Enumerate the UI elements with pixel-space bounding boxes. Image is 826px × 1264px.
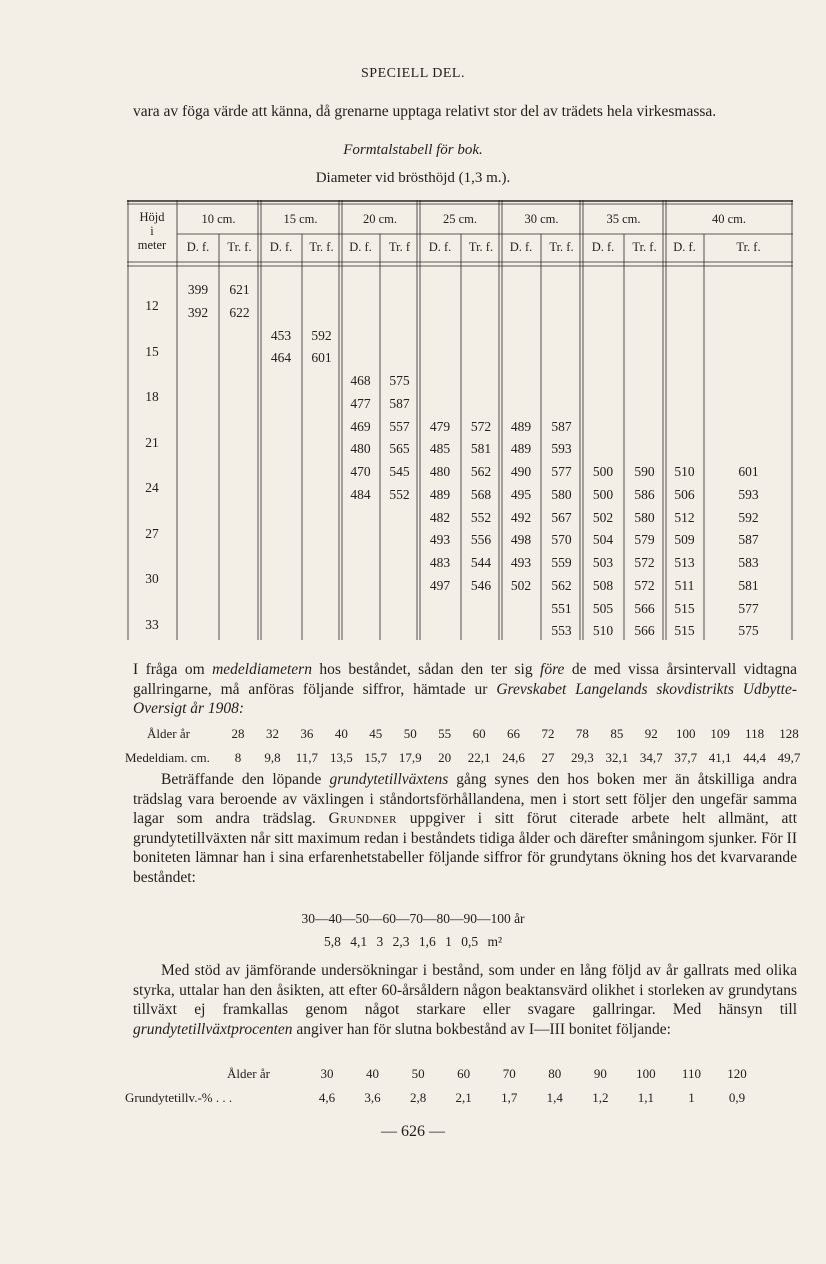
table-value: 500 — [592, 464, 614, 479]
header-trf: Tr. f. — [632, 240, 657, 254]
intro-paragraph — [133, 102, 797, 122]
p3-a: Med stöd av jämförande undersökningar i bestånd, som under en lång följd av år gallrats med olika styrka, uttalar han den åsikten, att efter 60-årsåldern någon beaktansvärd olikhet i storleken av grundytans tillväxt ej framkallas genom något starkare eller svagare gallringar. Med hänsyn till — [133, 962, 797, 1019]
table-value: 392 — [187, 304, 209, 320]
paragraph-basal-area — [133, 770, 797, 888]
row-value: 50 — [411, 1066, 425, 1081]
row-value: 28 — [231, 726, 245, 741]
diameter-header: 40 cm. — [711, 212, 747, 226]
table-subtitle: Diameter vid brösthöjd (1,3 m.). — [315, 170, 511, 186]
row-value: 17,9 — [398, 750, 422, 765]
row-value: 80 — [548, 1066, 562, 1081]
row-value: 27 — [541, 750, 555, 765]
table-value: 577 — [551, 464, 572, 479]
table-value: 509 — [674, 532, 695, 548]
p3-b: grundytetillväxtprocenten — [133, 1020, 293, 1038]
header-df: D. f. — [673, 240, 696, 254]
row-value: 100 — [675, 726, 696, 741]
row-label: Grundytetillv.-% . . . — [125, 1090, 233, 1105]
table-value: 503 — [592, 555, 614, 570]
height-label: 15 — [145, 343, 159, 359]
row-value: 72 — [541, 726, 555, 741]
table-value: 505 — [592, 600, 614, 616]
table-value: 601 — [311, 350, 332, 366]
row-value: 100 — [636, 1066, 656, 1081]
table-value: 580 — [551, 486, 572, 502]
table-value: 453 — [270, 327, 292, 343]
table-value: 592 — [738, 509, 759, 525]
table-value: 552 — [470, 509, 492, 525]
row-value: 118 — [745, 726, 765, 741]
table-value: 399 — [187, 282, 209, 297]
row-value: 24,6 — [502, 750, 525, 765]
table-value: 504 — [592, 532, 614, 548]
table-value: 490 — [510, 464, 532, 479]
row-value: 15,7 — [364, 750, 388, 765]
growth-ages-line: 30—40—50—60—70—80—90—100 år — [301, 911, 525, 926]
table-value: 483 — [429, 555, 451, 570]
table-value: 479 — [429, 418, 451, 434]
table-value: 581 — [470, 441, 492, 457]
p1-d: före — [540, 661, 565, 678]
table-value: 480 — [350, 441, 371, 457]
table-value: 590 — [634, 464, 655, 479]
table-value: 495 — [510, 486, 532, 502]
row-value: 60 — [457, 1066, 471, 1081]
paragraph-mean-diameter — [133, 660, 797, 719]
table-value: 581 — [738, 577, 759, 593]
row-value: 92 — [644, 726, 658, 741]
table-value: 577 — [738, 600, 759, 616]
height-label: 12 — [145, 298, 159, 313]
table-value: 583 — [738, 555, 759, 570]
table-value: 568 — [470, 486, 492, 502]
running-head: SPECIELL DEL. — [361, 66, 465, 81]
table-value: 562 — [470, 464, 492, 479]
table-value: 566 — [634, 623, 655, 639]
table-value: 570 — [551, 532, 572, 548]
p1-c: hos beståndet, sådan den ter sig — [311, 661, 541, 678]
row-value: 55 — [438, 726, 452, 741]
table-value: 587 — [551, 418, 572, 434]
row-value: 45 — [369, 726, 383, 741]
row-value: 22,1 — [467, 750, 491, 765]
row-value: 50 — [403, 726, 417, 741]
row-value: 128 — [779, 726, 799, 741]
table-value: 546 — [470, 577, 492, 593]
p1-a: I fråga om — [133, 661, 213, 678]
table-value: 579 — [634, 532, 655, 548]
table-value: 515 — [674, 600, 695, 616]
corner-header: i — [150, 224, 154, 238]
table-value: 592 — [311, 327, 332, 343]
row-value: 2,1 — [455, 1090, 472, 1105]
header-trf: Tr. f — [388, 240, 411, 254]
p2-b: grundytetillväxtens — [329, 771, 449, 788]
table-value: 601 — [738, 464, 759, 479]
header-trf: Tr. f. — [736, 240, 761, 254]
page-number: — 626 — — [381, 1123, 445, 1140]
intro-text: vara av föga värde att känna, då grenarne upptaga relativt stor del av trädets hela virkesmassa. — [133, 103, 717, 120]
diameter-header: 25 cm. — [442, 212, 478, 226]
table-value: 489 — [510, 441, 532, 457]
table-value: 572 — [634, 555, 655, 570]
table-value: 477 — [350, 395, 371, 411]
row-value: 109 — [710, 726, 730, 741]
row-value: 1,7 — [501, 1090, 518, 1105]
table-value: 482 — [429, 509, 451, 525]
table-value: 506 — [674, 486, 695, 502]
p2-a: Beträffande den löpande — [161, 771, 330, 788]
table-value: 575 — [389, 373, 410, 388]
row-value: 36 — [300, 726, 314, 741]
table-value: 484 — [350, 486, 371, 502]
table-value: 498 — [510, 532, 532, 548]
row-value: 29,3 — [571, 750, 594, 765]
table-value: 502 — [592, 509, 614, 525]
table-value: 512 — [674, 509, 695, 525]
table-value: 593 — [551, 441, 572, 457]
table-value: 593 — [738, 486, 759, 502]
row-value: 32 — [265, 726, 279, 741]
row-value: 1,4 — [546, 1090, 563, 1105]
table-value: 587 — [389, 395, 410, 411]
row-value: 30 — [320, 1066, 334, 1081]
diameter-header: 15 cm. — [283, 212, 318, 226]
growth-percent-table — [125, 1066, 797, 1112]
height-label: 30 — [145, 571, 159, 586]
table-value: 572 — [470, 418, 492, 434]
table-value: 552 — [389, 486, 410, 502]
table-value: 502 — [510, 577, 532, 593]
table-value: 545 — [389, 464, 410, 479]
row-value: 32,1 — [605, 750, 629, 765]
row-value: 40 — [334, 726, 348, 741]
row-value: 1,2 — [592, 1090, 609, 1105]
table-value: 551 — [551, 600, 572, 616]
table-value: 553 — [551, 623, 572, 639]
row-value: 110 — [681, 1066, 701, 1081]
table-value: 580 — [634, 509, 655, 525]
table-value: 489 — [429, 486, 451, 502]
diameter-header: 10 cm. — [201, 212, 236, 226]
p1-e: de med vissa årsintervall vidtagna gallringarne, må anföras följande siffror, hämtade ur — [133, 661, 797, 698]
row-value: 40 — [366, 1066, 380, 1081]
corner-header: Höjd — [139, 210, 165, 224]
growth-values-line: 5,8 4,1 3 2,3 1,6 1 0,5 m² — [323, 934, 503, 949]
table-value: 515 — [674, 623, 695, 639]
table-value: 557 — [389, 418, 410, 434]
row-value: 49,7 — [777, 750, 801, 765]
row-value: 44,4 — [743, 750, 766, 765]
p2-c: gång synes den hos boken mer än åtskilliga andra trädslag vara beroende av växlingen i ståndortsförhållandena, men i stort sett följer den ungefär samma lagar som andra trädslag. — [133, 771, 797, 828]
row-label: Medeldiam. cm. — [125, 750, 210, 765]
p1-f: Grevskabet Langelands skovdistrikts Udbytte-Oversigt år 1908: — [133, 680, 797, 718]
table-title: Formtalstabell för bok. — [343, 142, 483, 158]
row-value: 3,6 — [364, 1090, 381, 1105]
p1-b: medeldiametern — [212, 661, 312, 678]
table-value: 513 — [674, 555, 695, 570]
table-value: 485 — [429, 441, 451, 457]
header-trf: Tr. f. — [227, 240, 252, 254]
table-value: 508 — [592, 577, 614, 593]
row-value: 60 — [472, 726, 486, 741]
p2-e: uppgiver i sitt förut citerade arbete helt allmänt, att grundytetillväxten når sitt maximum redan i beståndets tidiga ålder och därefter småningom sjunker. För II boniteten lämnar han i sina erfarenhetstabeller följande siffror för grundytans ökning hos det kvarvarande beståndet: — [133, 810, 797, 886]
row-label: Ålder år — [147, 726, 190, 741]
table-value: 565 — [389, 441, 410, 457]
table-value: 566 — [634, 600, 655, 616]
row-value: 34,7 — [639, 750, 663, 765]
row-value: 2,8 — [409, 1090, 427, 1105]
table-value: 621 — [229, 282, 250, 297]
header-df: D. f. — [186, 240, 210, 254]
row-value: 66 — [507, 726, 520, 741]
header-df: D. f. — [269, 240, 293, 254]
row-value: 9,8 — [264, 750, 281, 765]
header-trf: Tr. f. — [468, 240, 494, 254]
row-value: 78 — [575, 726, 589, 741]
header-trf: Tr. f. — [549, 240, 574, 254]
height-label: 24 — [145, 480, 159, 495]
table-value: 468 — [350, 373, 371, 388]
table-value: 510 — [592, 623, 614, 639]
row-value: 11,7 — [295, 750, 319, 765]
height-label: 21 — [145, 434, 159, 450]
header-df: D. f. — [591, 240, 615, 254]
age-diameter-table — [125, 726, 801, 772]
row-value: 70 — [502, 1066, 516, 1081]
header-df: D. f. — [428, 240, 452, 254]
table-value: 559 — [551, 555, 572, 570]
p3-c: angiver han för slutna bokbestånd av I—III bonitet följande: — [292, 1020, 671, 1038]
table-value: 562 — [551, 577, 572, 593]
row-value: 20 — [438, 750, 452, 765]
diameter-header: 20 cm. — [362, 212, 398, 226]
diameter-header: 35 cm. — [606, 212, 641, 226]
table-value: 497 — [429, 577, 451, 593]
header-df: D. f. — [349, 240, 372, 254]
table-value: 567 — [551, 509, 572, 525]
row-value: 8 — [234, 750, 242, 765]
row-value: 41,1 — [708, 750, 732, 765]
row-label: Ålder år — [227, 1066, 270, 1081]
row-value: 85 — [610, 726, 624, 741]
row-value: 120 — [727, 1066, 747, 1081]
header-df: D. f. — [509, 240, 533, 254]
table-value: 480 — [429, 464, 451, 479]
form-factor-table — [127, 200, 793, 640]
table-value: 544 — [470, 555, 492, 570]
p2-d: Grundner — [328, 810, 397, 828]
corner-header: meter — [137, 238, 167, 252]
table-value: 493 — [429, 532, 451, 548]
height-label: 18 — [145, 389, 159, 404]
row-value: 13,5 — [329, 750, 353, 765]
header-trf: Tr. f. — [309, 240, 334, 254]
table-value: 622 — [229, 304, 250, 320]
table-value: 470 — [350, 464, 371, 479]
row-value: 1 — [688, 1090, 695, 1105]
table-value: 556 — [470, 532, 492, 548]
table-value: 493 — [510, 555, 532, 570]
paragraph-thinning — [133, 961, 797, 1039]
row-value: 4,6 — [318, 1090, 336, 1105]
table-value: 510 — [674, 464, 695, 479]
table-value: 511 — [674, 577, 695, 593]
row-value: 37,7 — [674, 750, 698, 765]
row-value: 1,1 — [637, 1090, 654, 1105]
diameter-header: 30 cm. — [524, 212, 559, 226]
table-value: 500 — [592, 486, 614, 502]
height-label: 33 — [145, 616, 159, 632]
table-value: 469 — [350, 418, 371, 434]
table-value: 492 — [510, 509, 532, 525]
table-value: 464 — [270, 350, 292, 366]
row-value: 90 — [593, 1066, 607, 1081]
table-value: 572 — [634, 577, 655, 593]
table-value: 575 — [738, 623, 759, 639]
table-value: 587 — [738, 532, 759, 548]
table-value: 489 — [510, 418, 532, 434]
table-value: 586 — [634, 486, 655, 502]
height-label: 27 — [145, 525, 159, 541]
row-value: 0,9 — [728, 1090, 746, 1105]
